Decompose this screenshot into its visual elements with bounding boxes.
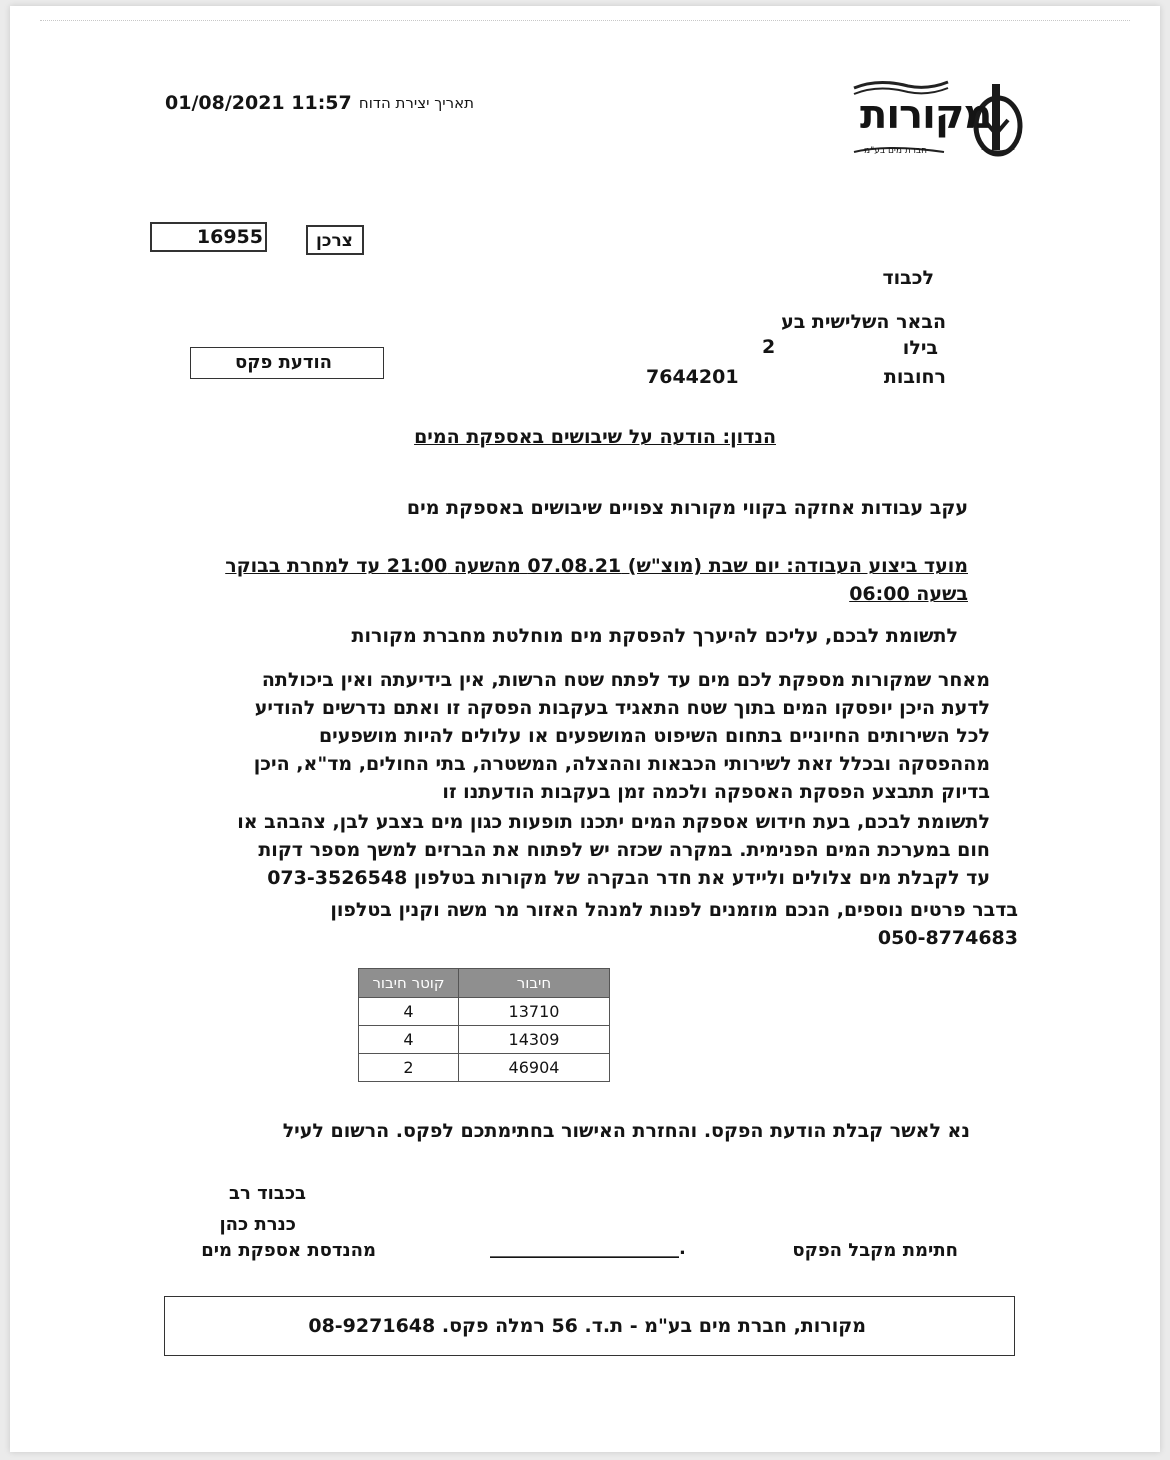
paragraph-3: [330, 896, 1018, 952]
p1-line-5: בדיוק תתבצע הפסקת האספקה ולכמה זמן בעקבות הודעתנו זו: [442, 781, 990, 803]
logo-text: מקורות: [860, 92, 992, 138]
p3-line-1: בדבר פרטים נוספים, הנכם מוזמנים לפנות למנהל האזור מר משה וקנין בטלפון: [330, 899, 1018, 921]
recipient-zip: 7644201: [646, 366, 739, 388]
p2-line-1: לתשומת לבכם, בעת חידוש אספקת המים יתכנו תופעות כגון מים בצבע לבן, צהבהב או: [237, 811, 990, 833]
p1-line-4: מההפסקה ובכלל זאת לשירותי הכבאות וההצלה, המשטרה, בתי החולים, מד"א, היכן: [253, 753, 990, 775]
cell-diameter: 2: [359, 1054, 459, 1082]
table-row: [359, 1054, 610, 1082]
schedule-line-1: מועד ביצוע העבודה: יום שבת (מוצ"ש) 07.08.21 מהשעה 21:00 עד למחרת בבוקר: [225, 555, 968, 577]
logo-subtitle: חברת מים בע"מ: [864, 146, 927, 156]
recipient-street: בילו: [902, 337, 938, 359]
signer-dept: מהנדסת אספקת מים: [201, 1240, 376, 1261]
header-diameter: קוטר חיבור: [359, 969, 459, 998]
p2-line-2: חום במערכת המים הפנימית. במקרה שכזה יש לפתוח את הברזים למשך מספר דקות: [258, 839, 990, 861]
mekorot-logo: [848, 74, 1024, 162]
cell-connection: 46904: [459, 1054, 610, 1082]
footer-box: [164, 1296, 1015, 1356]
fax-label-box: [190, 347, 384, 379]
regards: בכבוד רב: [229, 1183, 306, 1204]
p1-line-3: לכל השירותים החיוניים בתחום השיפוט המושפעים או עלולים להיות מושפעים: [318, 725, 990, 747]
consumer-label-box: [306, 225, 364, 255]
consumer-label: צרכן: [316, 231, 353, 251]
consumer-number-box: [150, 222, 267, 252]
table-header-row: [359, 969, 610, 998]
subject: הנדון: הודעה על שיבושים באספקת המים: [414, 426, 776, 448]
p1-line-1: מאחר שמקורות מספקת לכם מים עד לפתח שטח הרשות, אין בידיעתה ואין ביכולתה: [261, 669, 990, 691]
confirm-text: נא לאשר קבלת הודעת הפקס. והחזרת האישור בחתימתכם לפקס. הרשום לעיל: [282, 1120, 970, 1142]
table-row: [359, 998, 610, 1026]
cell-connection: 13710: [459, 998, 610, 1026]
connections-table: [358, 968, 610, 1082]
receiver-label: חתימת מקבל הפקס: [792, 1240, 958, 1261]
top-dotted-border: [40, 20, 1130, 21]
attention-text: לתשומת לבכם, עליכם להיערך להפסקת מים מוחלטת מחברת מקורות: [351, 625, 958, 647]
table-row: [359, 1026, 610, 1054]
consumer-number: 16955: [196, 226, 263, 248]
salutation: לכבוד: [882, 267, 934, 289]
report-date: 01/08/2021 11:57: [165, 92, 352, 114]
paragraph-1: [254, 666, 990, 806]
p3-line-2: 050-8774683: [877, 927, 1018, 949]
p2-line-3: עד לקבלת מים צלולים וליידע את חדר הבקרה של מקורות בטלפון 073-3526548: [267, 867, 990, 889]
recipient-name: הבאר השלישית בע: [781, 311, 946, 333]
cell-diameter: 4: [359, 998, 459, 1026]
cell-connection: 14309: [459, 1026, 610, 1054]
cell-diameter: 4: [359, 1026, 459, 1054]
header-connection: חיבור: [459, 969, 610, 998]
fax-label: הודעת פקס: [235, 352, 333, 373]
recipient-city: רחובות: [883, 366, 946, 388]
intro-text: עקב עבודות אחזקה בקווי מקורות צפויים שיבושים באספקת מים: [406, 497, 968, 519]
report-date-label: תאריך יצירת הדוח: [358, 94, 474, 112]
schedule: [225, 552, 968, 608]
schedule-line-2: בשעה 06:00: [849, 583, 968, 605]
footer-text: מקורות, חברת מים בע"מ - ת.ד. 56 רמלה פקס. 08-9271648: [308, 1315, 866, 1337]
signer-name: כנרת כהן: [219, 1214, 296, 1235]
p1-line-2: לדעת היכן יופסקו המים בתוך שטח התאגיד בעקבות הפסקה זו ואתם נדרשים להודיע: [254, 697, 990, 719]
recipient-street-number: 2: [762, 336, 776, 358]
receiver-signature-line[interactable]: _____________________.: [490, 1238, 686, 1259]
fax-document: [10, 6, 1160, 1452]
paragraph-2: [237, 808, 990, 892]
